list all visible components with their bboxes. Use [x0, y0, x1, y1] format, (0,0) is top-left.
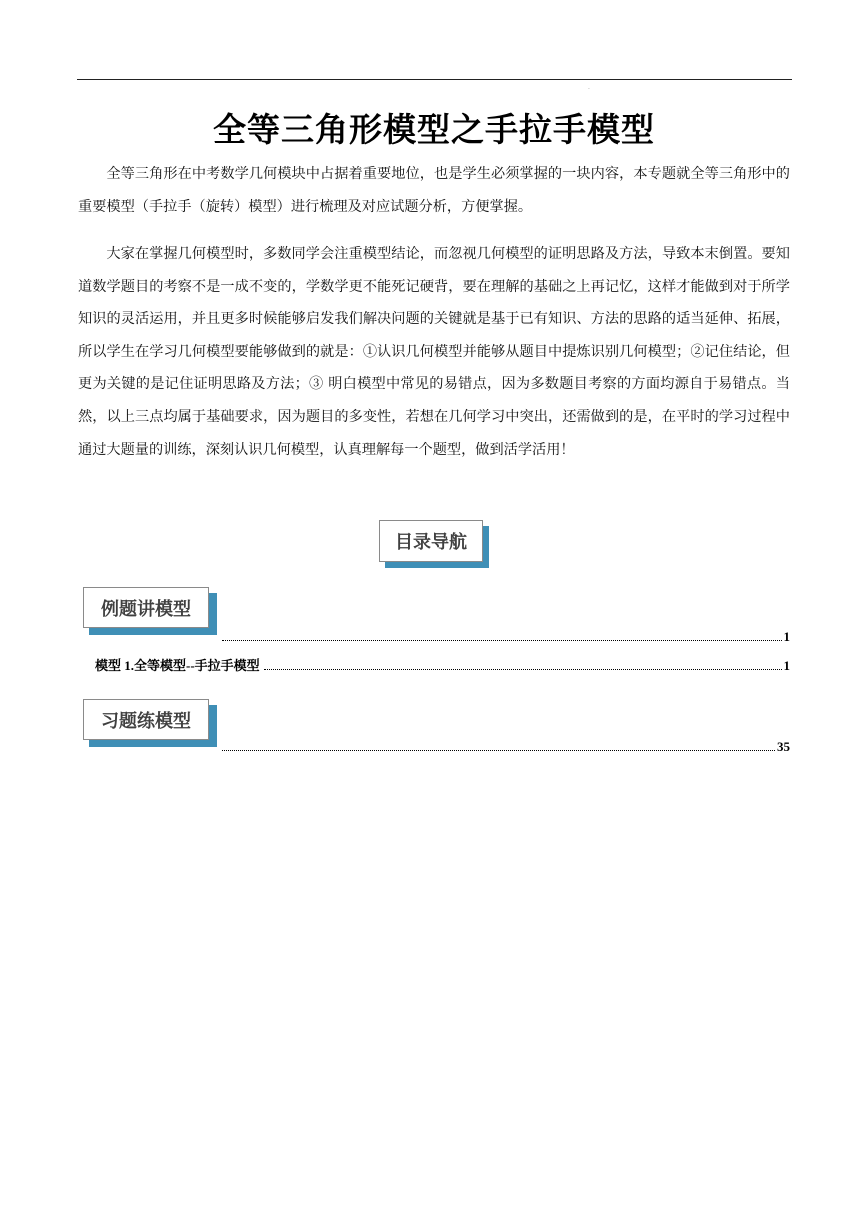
- dot-leader: [222, 750, 775, 751]
- toc-page-number: 1: [783, 658, 790, 673]
- toc-section-line-exercises[interactable]: [222, 737, 790, 755]
- section-badge-exercises[interactable]: [83, 699, 217, 747]
- method-paragraph: 大家在掌握几何模型时，多数同学会注重模型结论，而忽视几何模型的证明思路及方法，导致本末倒置。要知道数学题目的考察不是一成不变的，学数学更不能死记硬背，要在理解的基础之上再记忆，这样才能做到对于所学知识的灵活运用，并且更多时候能够启发我们解决问题的关键就是基于已有知识、方法的思路的适当延伸、拓展，所以学生在学习几何模型要能够做到的就是：①认识几何模型并能够从题目中提炼识别几何模型；②记住结论，但更为关键的是记住证明思路及方法；③ 明白模型中常见的易错点，因为多数题目考察的方面均源自于易错点。当然，以上三点均属于基础要求，因为题目的多变性，若想在几何学习中突出，还需做到的是，在平时的学习过程中通过大题量的训练，深刻认识几何模型，认真理解每一个题型，做到活学活用！: [78, 246, 790, 458]
- intro-paragraph: 全等三角形在中考数学几何模块中占据着重要地位，也是学生必须掌握的一块内容，本专题就全等三角形中的重要模型（手拉手（旋转）模型）进行梳理及对应试题分析，方便掌握。: [78, 166, 790, 215]
- dot-leader: [264, 669, 782, 670]
- dot-leader: [222, 640, 782, 641]
- page-title: 全等三角形模型之手拉手模型: [213, 110, 655, 149]
- toc-heading: 目录导航: [379, 520, 483, 562]
- toc-page-number: 1: [783, 629, 790, 644]
- section-badge-label: 习题练模型: [83, 699, 209, 740]
- toc-entry-model-1[interactable]: [95, 656, 790, 674]
- toc-entry-label: 模型 1.全等模型--手拉手模型: [95, 658, 260, 673]
- corner-mark: ·: [588, 86, 590, 93]
- section-badge-label: 例题讲模型: [83, 587, 209, 628]
- toc-section-line-examples[interactable]: [222, 627, 790, 645]
- section-badge-examples[interactable]: [83, 587, 217, 635]
- toc-heading-badge: [379, 520, 489, 568]
- header-rule: [77, 79, 792, 80]
- toc-page-number: 35: [777, 739, 790, 754]
